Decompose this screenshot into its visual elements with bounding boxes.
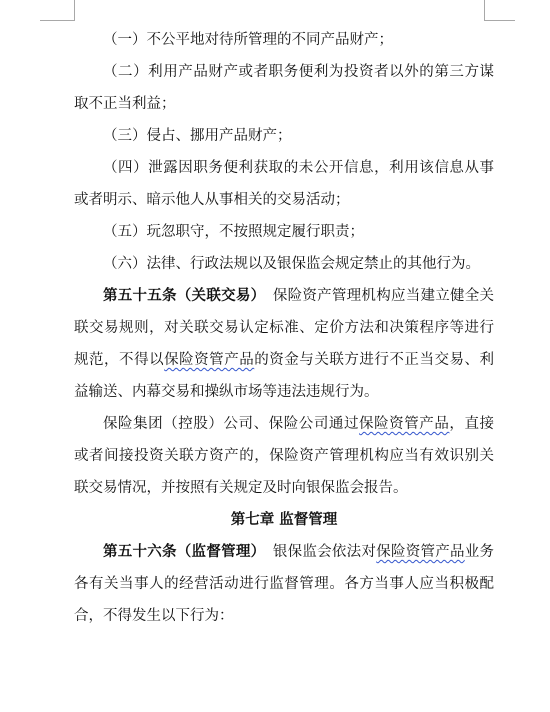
article-55-text-a: 保险资产管理机构应当建立健全关联交易规则，对关联交易认定标准、定价方法和决策程序等进行规范，不得以	[74, 288, 495, 368]
list-item-1: （一）不公平地对待所管理的不同产品财产；	[103, 32, 393, 48]
spellcheck-marked-term[interactable]: 保险资管产品	[376, 544, 465, 560]
spellcheck-marked-term[interactable]: 保险资管产品	[359, 416, 450, 432]
list-item-5: （五）玩忽职守，不按照规定履行职责；	[103, 224, 364, 240]
article-55-text-b: 的资金与关联方进行不正当交易、利益输送、内幕交易和操纵市场等违法违规行为。	[74, 352, 495, 400]
list-item-2: （二）利用产品财产或者职务便利为投资者以外的第三方谋取不正当利益；	[74, 64, 494, 112]
spellcheck-marked-term[interactable]: 保险资管产品	[164, 352, 255, 368]
article-56-heading: 第五十六条（监督管理）	[103, 543, 259, 560]
document-body	[74, 24, 494, 632]
chapter-title: 第七章 监督管理	[230, 511, 338, 528]
page-corner-mark-left	[40, 0, 75, 21]
group-paragraph-text-a: 保险集团（控股）公司、保险公司通过	[103, 416, 360, 432]
list-item-3: （三）侵占、挪用产品财产；	[103, 128, 292, 144]
page-corner-mark-right	[484, 0, 515, 21]
article-55-paragraph	[74, 280, 494, 408]
article-56-paragraph	[74, 536, 494, 632]
article-55-heading: 第五十五条（关联交易）	[103, 287, 259, 304]
article-56-text-a: 银保监会依法对	[272, 544, 377, 560]
list-item-6: （六）法律、行政法规以及银保监会规定禁止的其他行为。	[103, 256, 480, 272]
group-paragraph-text-b: ，直接或者间接投资关联方资产的，保险资产管理机构应当有效识别关联交易情况，并按照有关规定及时向银保监会报告。	[74, 416, 495, 496]
article-56-text-b: 业务各有关当事人的经营活动进行监督管理。各方当事人应当积极配合，不得发生以下行为：	[74, 544, 495, 624]
list-item-4: （四）泄露因职务便利获取的未公开信息，利用该信息从事或者明示、暗示他人从事相关的交易活动；	[74, 160, 494, 208]
group-company-paragraph	[74, 408, 494, 504]
